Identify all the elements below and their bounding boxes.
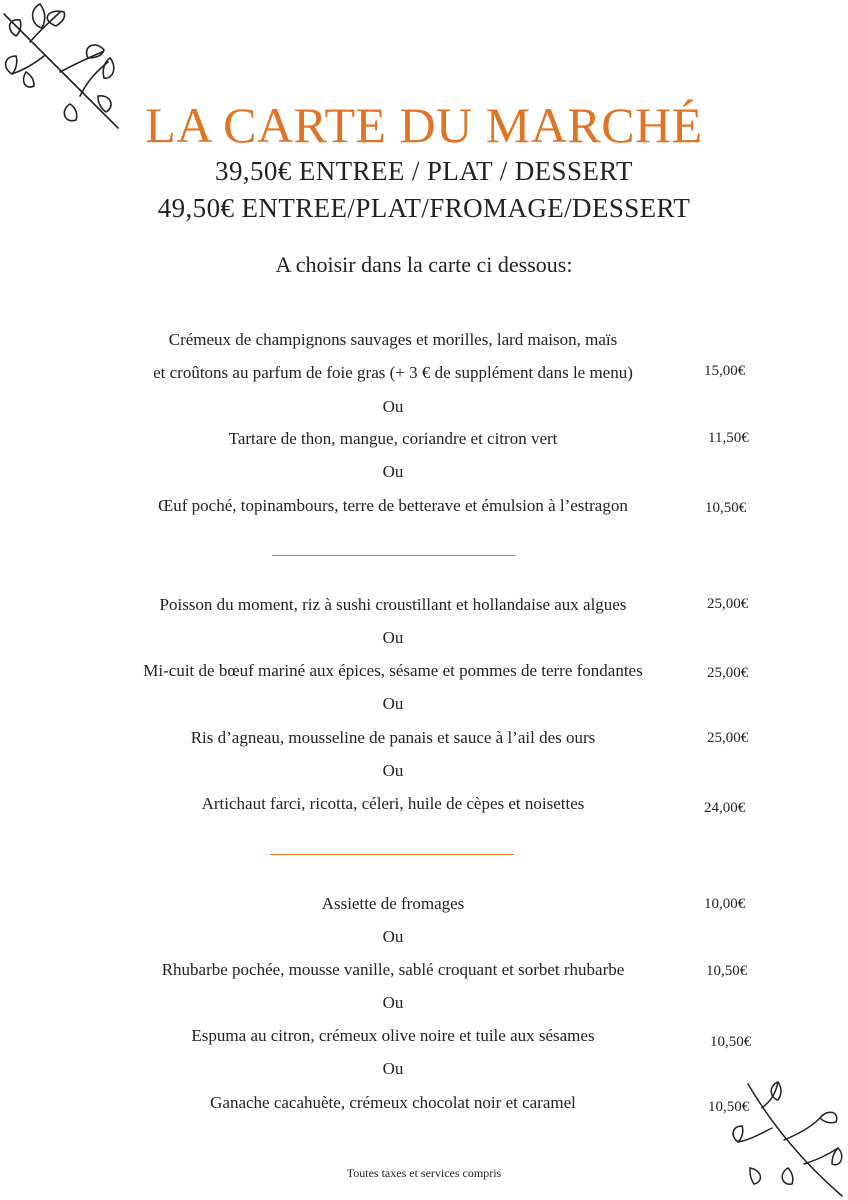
menu-subtitle: A choisir dans la carte ci dessous: bbox=[275, 252, 573, 277]
entree-3-price: 10,50€ bbox=[705, 500, 747, 516]
dessert-1-name: Assiette de fromages bbox=[321, 894, 465, 913]
or-separator: Ou bbox=[382, 628, 404, 647]
entree-2-name: Tartare de thon, mangue, coriandre et citron vert bbox=[228, 429, 558, 448]
or-separator: Ou bbox=[382, 993, 404, 1012]
plat-4-price: 24,00€ bbox=[704, 800, 746, 816]
or-separator: Ou bbox=[382, 761, 404, 780]
dessert-3-name: Espuma au citron, crémeux olive noire et tuile aux sésames bbox=[191, 1026, 595, 1045]
dessert-4-name: Ganache cacahuète, crémeux chocolat noir et caramel bbox=[210, 1093, 576, 1112]
plat-1-price: 25,00€ bbox=[707, 596, 749, 612]
or-separator: Ou bbox=[382, 927, 404, 946]
entree-1-price: 15,00€ bbox=[704, 363, 746, 379]
page-title: LA CARTE DU MARCHÉ bbox=[145, 97, 703, 153]
plat-3-price: 25,00€ bbox=[707, 730, 749, 746]
plat-2-price: 25,00€ bbox=[707, 665, 749, 681]
plat-4-name: Artichaut farci, ricotta, céleri, huile de cèpes et noisettes bbox=[201, 794, 585, 813]
dessert-3-price: 10,50€ bbox=[710, 1034, 752, 1050]
dessert-1-price: 10,00€ bbox=[704, 896, 746, 912]
entree-2-price: 11,50€ bbox=[708, 430, 749, 446]
or-separator: Ou bbox=[382, 1059, 404, 1078]
or-separator: Ou bbox=[382, 462, 404, 481]
dessert-2-price: 10,50€ bbox=[706, 963, 748, 979]
plat-2-name: Mi-cuit de bœuf mariné aux épices, sésame et pommes de terre fondantes bbox=[143, 661, 643, 680]
section-divider-plats bbox=[270, 854, 514, 855]
entree-3-name: Œuf poché, topinambours, terre de betterave et émulsion à l’estragon bbox=[158, 496, 628, 515]
or-separator: Ou bbox=[382, 397, 404, 416]
dessert-4-price: 10,50€ bbox=[708, 1099, 750, 1115]
plat-1-name: Poisson du moment, riz à sushi croustillant et hollandaise aux algues bbox=[159, 595, 627, 614]
dessert-2-name: Rhubarbe pochée, mousse vanille, sablé croquant et sorbet rhubarbe bbox=[161, 960, 625, 979]
footer-note: Toutes taxes et services compris bbox=[346, 1166, 502, 1180]
menu-price-entree-plat-dessert: 39,50€ ENTREE / PLAT / DESSERT bbox=[215, 156, 633, 186]
plat-3-name: Ris d’agneau, mousseline de panais et sauce à l’ail des ours bbox=[190, 728, 596, 747]
menu-price-with-fromage: 49,50€ ENTREE/PLAT/FROMAGE/DESSERT bbox=[157, 193, 691, 223]
section-divider-entrees bbox=[272, 555, 516, 556]
or-separator: Ou bbox=[382, 694, 404, 713]
entree-1-line-1: Crémeux de champignons sauvages et morilles, lard maison, maïs bbox=[168, 330, 618, 349]
entree-1-line-2: et croûtons au parfum de foie gras (+ 3 € de supplément dans le menu) bbox=[153, 363, 633, 382]
